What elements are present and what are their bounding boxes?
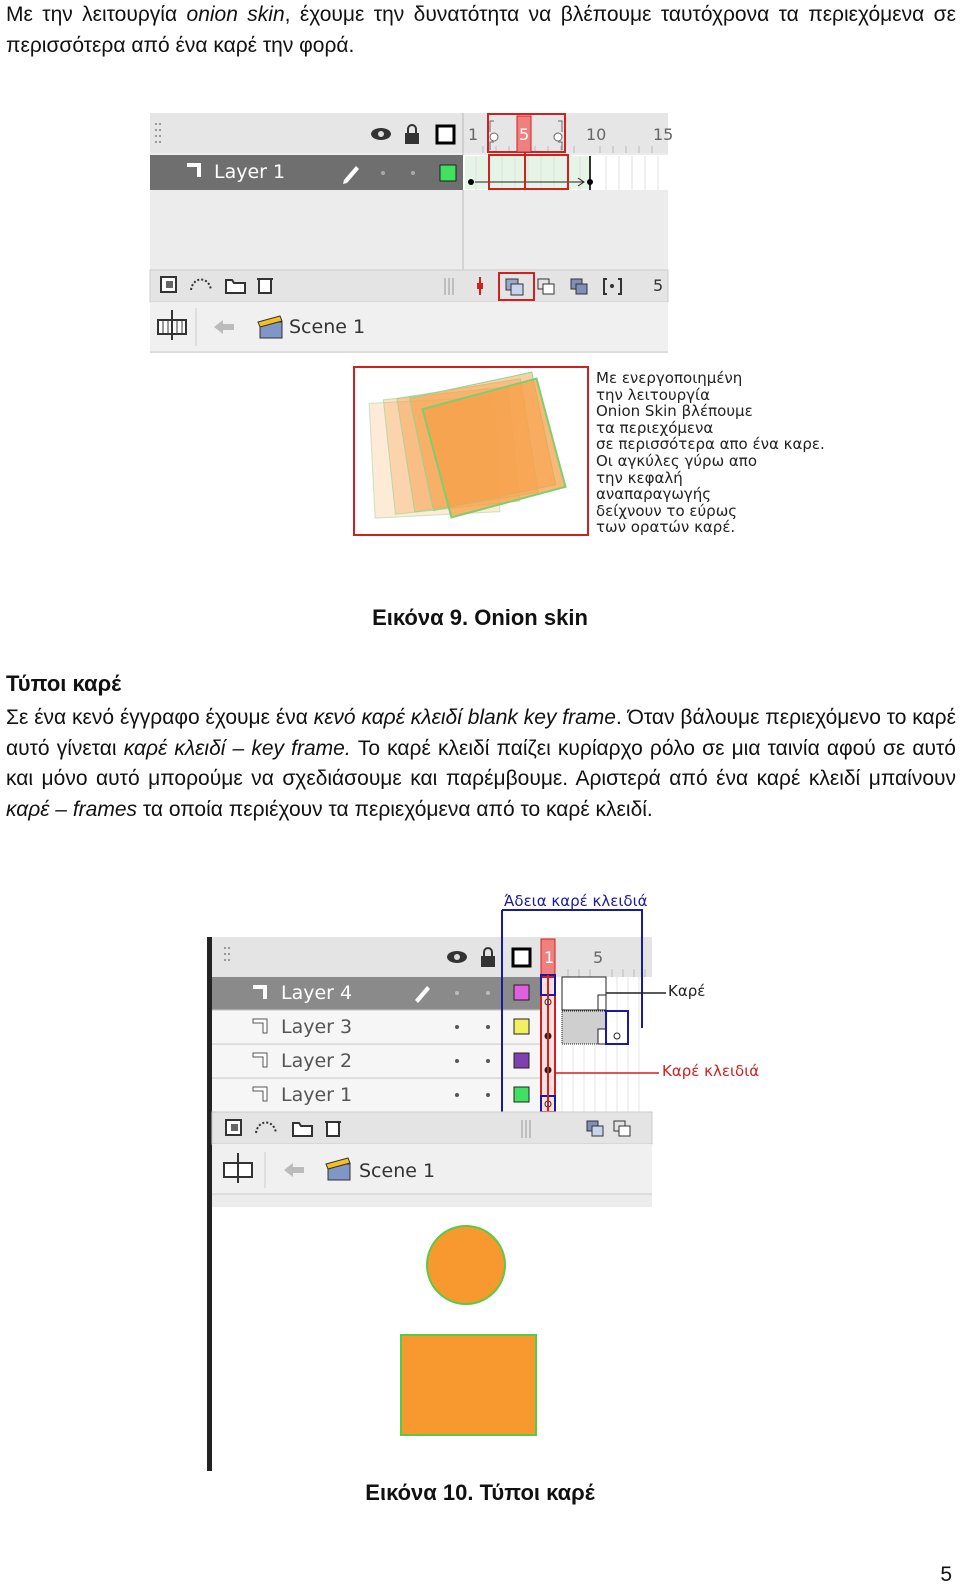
layer-1-row[interactable] xyxy=(212,1079,540,1112)
intro-text-3: , έχουμε την δυνατότητα να βλέπουμε ταυτόχρονα τα περιεχόμενα σε περισσότερα από ένα καρέ την φορά. xyxy=(6,3,957,57)
layer-3-label[interactable]: Layer 3 xyxy=(281,1016,353,1038)
frame-number-15: 15 xyxy=(653,125,674,144)
empty-keyframes-annotation: Άδεια καρέ κλειδιά xyxy=(504,892,648,910)
figure-9-caption: Εικόνα 9. Onion skin xyxy=(372,605,588,630)
keyframes-annotation: Καρέ κλειδιά xyxy=(662,1062,760,1080)
section-heading: Τύποι καρέ xyxy=(6,671,122,696)
orange-square-shape xyxy=(401,1335,536,1435)
onion-skin-note: Με ενεργοποιημένη την λειτουργία Onion Skin βλέπουμε τα περιεχόμενα σε περισσότερα απο ένα καρε. Οι αγκύλες γύρω απο την κεφαλή αναπαραγωγής δείχνουν το εύρως των ορατών καρέ. xyxy=(596,369,825,537)
layer-2-swatch xyxy=(514,1053,529,1068)
scene-label[interactable]: Scene 1 xyxy=(289,316,366,338)
section-text-blank-key: κενό καρέ κλειδί blank key frame xyxy=(313,706,616,729)
layer-1-swatch xyxy=(514,1087,529,1102)
section-text-key-frame: καρέ κλειδί – key frame. xyxy=(123,736,351,760)
frame-number-1: 1 xyxy=(468,125,479,144)
outline-icon-2[interactable] xyxy=(513,949,530,966)
layer-4-row[interactable] xyxy=(212,977,540,1010)
section-text-3: . Όταν βάλουμε περιεχόμενο το καρέ αυτό γίνεται xyxy=(6,706,956,760)
frame-number-5: 5 xyxy=(519,125,530,144)
intro-text-1: Με την λειτουργία xyxy=(6,3,187,26)
scene-label-2[interactable]: Scene 1 xyxy=(359,1160,436,1182)
layer-name[interactable]: Layer 1 xyxy=(214,161,286,183)
frame-number-5-b: 5 xyxy=(593,948,604,967)
layer-2-row[interactable] xyxy=(212,1045,540,1078)
section-text-7: τα οποία περιέχουν τα περιεχόμενα από το καρέ κλειδί. xyxy=(137,797,653,821)
section-text-5: Το καρέ κλειδί παίζει κυρίαρχο ρόλο σε μια ταινία αφού σε αυτό και μόνο αυτό μπορούμε να σχεδιάσουμε και παρέμβουμε. Αριστερά από ένα καρέ κλειδί μπαίνουν xyxy=(6,736,956,790)
frame-annotation: Καρέ xyxy=(668,982,706,1000)
layer-2-label[interactable]: Layer 2 xyxy=(281,1050,353,1072)
layer-4-label[interactable]: Layer 4 xyxy=(281,982,353,1004)
orange-circle-shape xyxy=(427,1226,505,1304)
intro-text-onion: onion skin xyxy=(186,3,285,26)
eye-icon-2[interactable] xyxy=(447,951,467,963)
delete-layer-icon-2[interactable] xyxy=(325,1122,341,1136)
section-text-1: Σε ένα κενό έγγραφο έχουμε ένα xyxy=(6,706,314,729)
frame-number-10: 10 xyxy=(586,125,607,144)
layer-3-row[interactable] xyxy=(212,1011,540,1044)
section-text-frames: καρέ – frames xyxy=(6,797,138,821)
frame-number-1-b: 1 xyxy=(544,948,555,967)
layer-4-swatch xyxy=(514,985,529,1000)
new-layer-icon-2[interactable] xyxy=(226,1120,241,1135)
page-number: 5 xyxy=(940,1563,952,1586)
layer-3-swatch xyxy=(514,1019,529,1034)
figure-10-caption: Εικόνα 10. Τύποι καρέ xyxy=(365,1480,595,1505)
layer-1-label[interactable]: Layer 1 xyxy=(281,1084,353,1106)
empty-keyframe[interactable] xyxy=(614,1033,620,1039)
fps-value: 5 xyxy=(653,276,664,295)
